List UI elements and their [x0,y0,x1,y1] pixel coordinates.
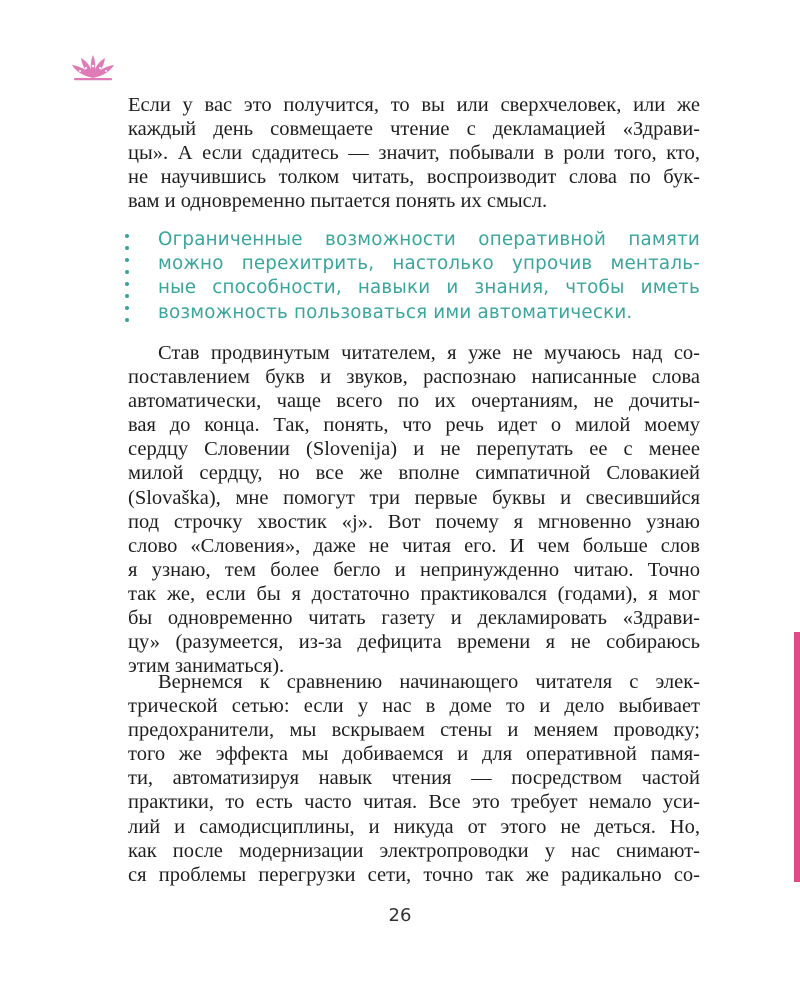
text-line: поставлением букв и звуков, распознаю написанные слова [128,366,700,389]
text-line: цу» (разумеется, из-за дефицита времени я не собираюсь [128,631,700,654]
text-line: автоматически, чаще всего по их очертаниям, не дочиты- [128,390,700,413]
text-line: так же, если бы я достаточно практиковался (годами), я мог [128,582,700,605]
paragraph-1 [128,93,700,213]
text-line: ти, автоматизируя навык чтения — посредством частой [128,767,700,790]
page-edge-tab [794,632,800,882]
text-line: того же эффекта мы добиваемся и для оперативной памя- [128,743,700,766]
text-line: не научившись толком читать, воспроизводит слова по бук- [128,166,700,189]
paragraph-2 [128,341,700,678]
text-line: ся проблемы перегрузки сети, точно так же радикально со- [128,863,700,886]
text-line: практики, то есть часто читая. Все это требует немало уси- [128,791,700,814]
paragraph-3 [128,670,700,887]
text-line: как после модернизации электропроводки у нас снимают- [128,839,700,862]
text-line: трической сетью: если у нас в доме то и дело выбивает [128,695,700,718]
quote-line: можно перехитрить, настолько упрочив менталь- [158,253,700,275]
page-number: 26 [388,905,412,926]
text-line: Если у вас это получится, то вы или сверхчеловек, или же [128,94,700,116]
text-line: предохранители, мы вскрываем стены и меняем проводку; [128,719,700,742]
text-line: милой сердцу, но все же вполне симпатичной Словакией [128,462,700,485]
text-line: сердцу Словении (Slovenija) и не перепутать ее с менее [128,438,700,461]
text-line: под строчку хвостик «j». Вот почему я мгновенно узнаю [128,510,700,533]
text-line: Вернемся к сравнению начинающего читателя с элек- [158,671,700,693]
text-line: я узнаю, тем более бегло и непринужденно читаю. Точно [128,558,700,581]
quote-line: ные способности, навыки и знания, чтобы иметь [158,277,700,299]
pull-quote [158,228,700,325]
text-line: цы». А если сдадитесь — значит, побывали в роли того, кто, [128,142,700,165]
text-line: слово «Словения», даже не читая его. И чем больше слов [128,534,700,557]
quote-line: Ограниченные возможности оперативной памяти [158,229,700,250]
text-line: этим заниматься). [128,655,285,678]
text-line: лий и самодисциплины, и никуда от этого не деться. Но, [128,815,700,838]
text-line: каждый день совмещаете чтение с декламацией «Здрави- [128,118,700,141]
quote-line: возможность пользоваться ими автоматически. [158,301,633,323]
text-line: вам и одновременно пытается понять их смысл. [128,190,548,213]
text-line: Став продвинутым читателем, я уже не мучаюсь над со- [158,342,700,364]
lotus-ornament-icon [70,52,116,82]
text-line: бы одновременно читать газету и декламировать «Здрави- [128,607,700,630]
text-line: вая до конца. Так, понять, что речь идет о милой моему [128,414,700,437]
dotted-line-icon [123,232,131,328]
text-line: (Slovaška), мне помогут три первые буквы и свесившийся [128,486,700,509]
